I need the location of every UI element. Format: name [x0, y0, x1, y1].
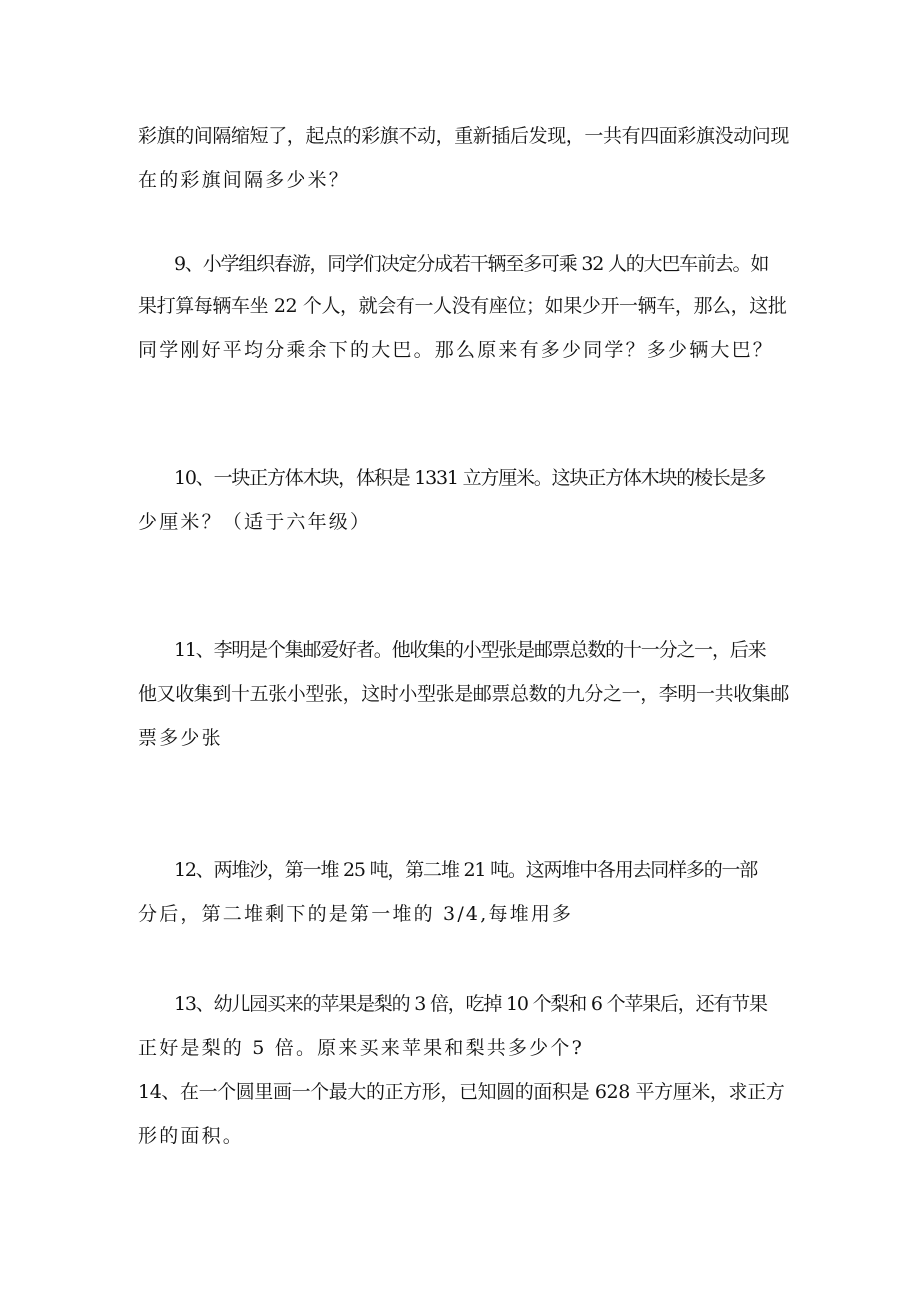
problem-13-line-1: 13、幼儿园买来的苹果是梨的 3 倍，吃掉 10 个梨和 6 个苹果后，还有节果 [174, 993, 767, 1015]
problem-13-line-2: 正好是梨的 5 倍。原来买来苹果和梨共多少个? [138, 1037, 584, 1059]
problem-11-line-2: 他又收集到十五张小型张，这时小型张是邮票总数的九分之一，李明一共收集邮 [138, 683, 790, 705]
problem-12-line-2: 分后，第二堆剩下的是第一堆的 3/4,每堆用多 [138, 903, 574, 925]
problem-9-line-1: 9、小学组织春游，同学们决定分成若干辆至多可乘 32 人的大巴车前去。如 [174, 253, 769, 275]
problem-11-line-3: 票多少张 [138, 727, 223, 749]
problem-14-line-1: 14、在一个圆里画一个最大的正方形，已知圆的面积是 628 平方厘米，求正方 [138, 1081, 785, 1103]
problem-9-line-3: 同学刚好平均分乘余下的大巴。那么原来有多少同学？多少辆大巴？ [138, 339, 775, 361]
problem-8-line-1: 彩旗的间隔缩短了，起点的彩旗不动，重新插后发现，一共有四面彩旗没动问现 [138, 125, 790, 147]
problem-10-line-2: 少厘米？（适于六年级） [138, 511, 372, 533]
problem-10-line-1: 10、一块正方体木块，体积是 1331 立方厘米。这块正方体木块的棱长是多 [174, 467, 766, 489]
problem-14-line-2: 形的面积。 [138, 1125, 245, 1147]
problem-9-line-2: 果打算每辆车坐 22 个人，就会有一人没有座位；如果少开一辆车，那么，这批 [138, 295, 787, 317]
problem-12-line-1: 12、两堆沙，第一堆 25 吨，第二堆 21 吨。这两堆中各用去同样多的一部 [174, 859, 758, 881]
problem-8-line-2: 在的彩旗间隔多少米？ [138, 169, 351, 191]
problem-11-line-1: 11、李明是个集邮爱好者。他收集的小型张是邮票总数的十一分之一，后来 [174, 639, 766, 661]
